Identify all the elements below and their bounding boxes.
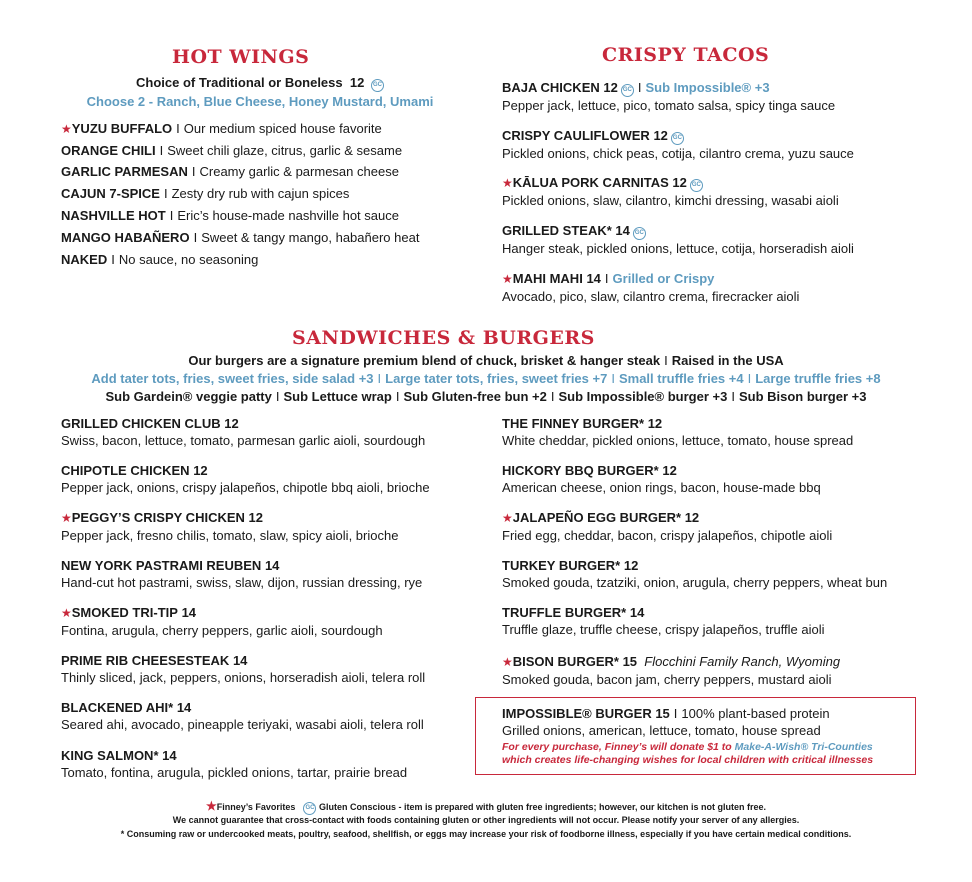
footer-legend: ★Finney’s Favorites GC Gluten Conscious - item is prepared with gluten free ingredients; however, our kitchen is not gluten free. bbox=[205, 799, 767, 813]
impossible-burger-item: IMPOSSIBLE® BURGER 15 I 100% plant-based protein Grilled onions, american, lettuce, tomato, house spread bbox=[502, 706, 830, 738]
burger-item: ★BISON BURGER* 15 Flocchini Family Ranch, Wyoming Smoked gouda, bacon jam, cherry peppers, mustard aioli bbox=[502, 654, 841, 687]
favorite-star-icon: ★ bbox=[61, 511, 72, 525]
sandwich-item: PRIME RIB CHEESESTEAK 14 Thinly sliced, jack, peppers, onions, horseradish aioli, telera roll bbox=[61, 653, 426, 685]
taco-item: GRILLED STEAK* 14 GC Hanger steak, pickled onions, lettuce, cotija, horseradish aioli bbox=[502, 223, 854, 256]
wing-item: GARLIC PARMESAN I Creamy garlic & parmesan cheese bbox=[61, 164, 399, 179]
sandwich-item: CHIPOTLE CHICKEN 12 Pepper jack, onions, crispy jalapeños, chipotle bbq aioli, brioche bbox=[61, 463, 430, 495]
favorite-star-icon: ★ bbox=[502, 511, 513, 525]
favorite-star-icon: ★ bbox=[502, 176, 513, 190]
burger-item: THE FINNEY BURGER* 12 White cheddar, pickled onions, lettuce, tomato, house spread bbox=[502, 416, 854, 448]
burger-item: ★JALAPEÑO EGG BURGER* 12 Fried egg, cheddar, bacon, crispy jalapeños, chipotle aioli bbox=[502, 510, 833, 543]
gluten-conscious-icon: GC bbox=[303, 802, 316, 815]
hot-wings-title: HOT WINGS bbox=[172, 46, 310, 68]
sandwich-item: GRILLED CHICKEN CLUB 12 Swiss, bacon, lettuce, tomato, parmesan garlic aioli, sourdough bbox=[61, 416, 426, 448]
footer-raw-warning: * Consuming raw or undercooked meats, poultry, seafood, shellfish, or eggs may increase your risk of foodborne illness, especially if you have certain medical conditions. bbox=[120, 829, 852, 839]
crispy-tacos-title: CRISPY TACOS bbox=[602, 44, 770, 66]
sandwich-item: ★PEGGY’S CRISPY CHICKEN 12 Pepper jack, fresno chilis, tomato, slaw, spicy aioli, brioche bbox=[61, 510, 399, 543]
sandwich-item: NEW YORK PASTRAMI REUBEN 14 Hand-cut hot pastrami, swiss, slaw, dijon, russian dressing, rye bbox=[61, 558, 423, 590]
favorite-star-icon: ★ bbox=[205, 799, 217, 813]
gluten-conscious-icon: GC bbox=[671, 132, 684, 145]
sandwich-item: KING SALMON* 14 Tomato, fontina, arugula, pickled onions, tartar, prairie bread bbox=[61, 748, 408, 780]
gluten-conscious-icon: GC bbox=[371, 79, 384, 92]
gluten-conscious-icon: GC bbox=[633, 227, 646, 240]
wing-item: NASHVILLE HOT I Eric’s house-made nashville hot sauce bbox=[61, 208, 399, 223]
taco-item: ★KĀLUA PORK CARNITAS 12 GC Pickled onions, slaw, cilantro, kimchi dressing, wasabi aioli bbox=[502, 175, 839, 208]
favorite-star-icon: ★ bbox=[502, 272, 513, 286]
taco-item: CRISPY CAULIFLOWER 12 GC Pickled onions, chick peas, cotija, cilantro crema, yuzu sauce bbox=[502, 128, 854, 161]
favorite-star-icon: ★ bbox=[61, 606, 72, 620]
wings-sauces: Choose 2 - Ranch, Blue Cheese, Honey Mustard, Umami bbox=[86, 94, 434, 109]
burger-intro: Our burgers are a signature premium blend of chuck, brisket & hanger steak I Raised in the USA bbox=[188, 353, 784, 368]
gluten-conscious-icon: GC bbox=[690, 179, 703, 192]
wing-item: NAKED I No sauce, no seasoning bbox=[61, 252, 259, 267]
taco-item: BAJA CHICKEN 12 GC I Sub Impossible® +3 Pepper jack, lettuce, pico, tomato salsa, spicy tinga sauce bbox=[502, 80, 836, 113]
burger-item: TURKEY BURGER* 12 Smoked gouda, tzatziki, onion, arugula, cherry peppers, wheat bun bbox=[502, 558, 888, 590]
taco-item: ★MAHI MAHI 14 I Grilled or Crispy Avocado, pico, slaw, cilantro crema, firecracker aioli bbox=[502, 271, 800, 304]
wing-item: ★YUZU BUFFALO I Our medium spiced house favorite bbox=[61, 121, 382, 136]
wing-item: MANGO HABAÑERO I Sweet & tangy mango, habañero heat bbox=[61, 230, 420, 245]
sandwiches-title: SANDWICHES & BURGERS bbox=[292, 327, 595, 349]
wing-item: CAJUN 7-SPICE I Zesty dry rub with cajun spices bbox=[61, 186, 350, 201]
wing-item: ORANGE CHILI I Sweet chili glaze, citrus, garlic & sesame bbox=[61, 143, 403, 158]
favorite-star-icon: ★ bbox=[61, 122, 72, 136]
sandwich-item: BLACKENED AHI* 14 Seared ahi, avocado, pineapple teriyaki, wasabi aioli, telera roll bbox=[61, 700, 424, 732]
side-add-ons: Add tater tots, fries, sweet fries, side salad +3 I Large tater tots, fries, sweet fries +7 I Small truffle fries +4 I Large truffle fries +8 bbox=[91, 371, 881, 386]
gluten-conscious-icon: GC bbox=[621, 84, 634, 97]
sub-options: Sub Gardein® veggie patty I Sub Lettuce wrap I Sub Gluten-free bun +2 I Sub Impossible® burger +3 I Sub Bison burger +3 bbox=[105, 389, 867, 404]
wings-choice: Choice of Traditional or Boneless 12 GC bbox=[136, 75, 382, 90]
sandwich-item: ★SMOKED TRI-TIP 14 Fontina, arugula, cherry peppers, garlic aioli, sourdough bbox=[61, 605, 383, 638]
footer-cross-contact: We cannot guarantee that cross-contact with foods containing gluten or other ingredients will not occur. Please notify your server of any allergies. bbox=[172, 815, 800, 825]
burger-item: HICKORY BBQ BURGER* 12 American cheese, onion rings, bacon, house-made bbq bbox=[502, 463, 821, 495]
make-a-wish-note: For every purchase, Finney’s will donate $1 to Make-A-Wish® Tri-Counties which creates life-changing wishes for local children with critical illnesses bbox=[502, 741, 874, 766]
favorite-star-icon: ★ bbox=[502, 655, 513, 669]
burger-item: TRUFFLE BURGER* 14 Truffle glaze, truffle cheese, crispy jalapeños, truffle aioli bbox=[502, 605, 825, 637]
